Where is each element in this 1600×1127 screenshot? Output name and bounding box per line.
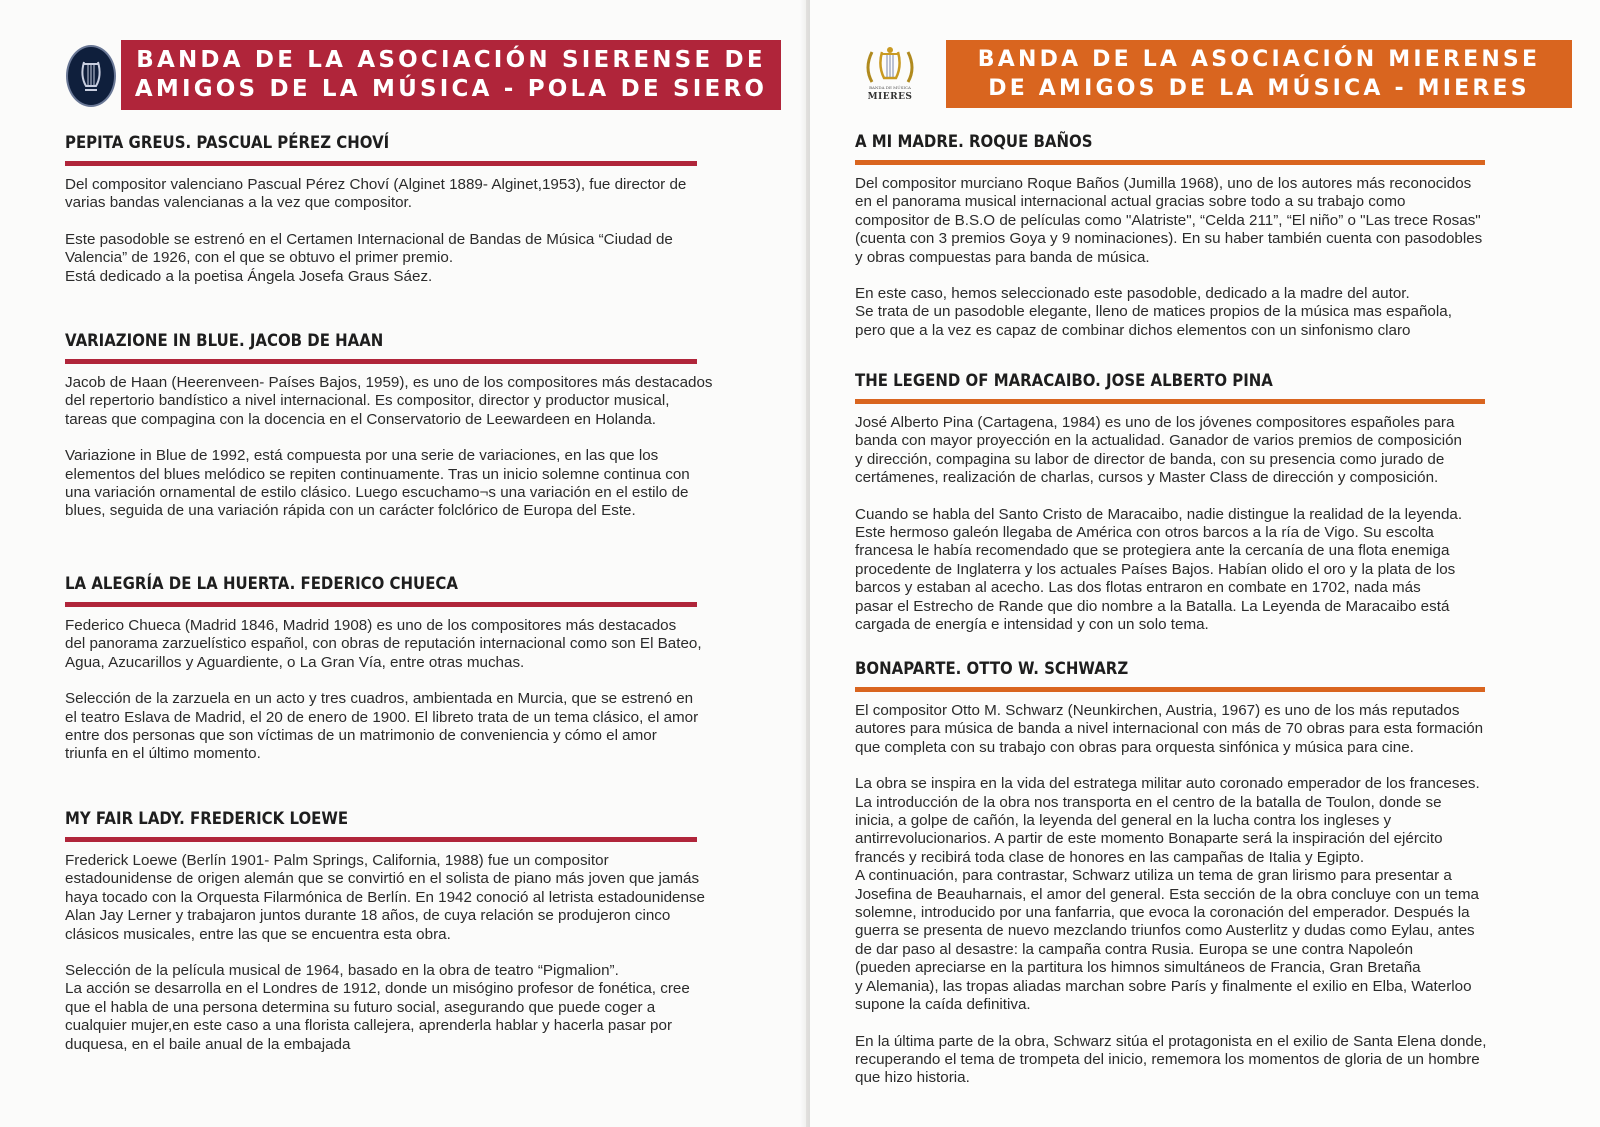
siero-band-header bbox=[121, 40, 781, 110]
paragraph: En la última parte de la obra, Schwarz sitúa el protagonista en el exilio de Santa Elena donde, recuperando el tema de trompeta del inicio, rememora los momentos de gloria de un hombre que hizo historia. bbox=[855, 1032, 1487, 1087]
piece-title: BONAPARTE. OTTO W. SCHWARZ bbox=[855, 659, 1129, 679]
mieres-band-header bbox=[946, 40, 1572, 108]
piece-a-mi-madre bbox=[855, 130, 1590, 340]
piece-title: A MI MADRE. ROQUE BAÑOS bbox=[855, 132, 1093, 152]
paragraph: José Alberto Pina (Cartagena, 1984) es uno de los jóvenes compositores españoles para banda con mayor proyección en la actualidad. Ganador de varios premios de composición y dirección, compagina su labor de director de banda, con su presencia como jurado de certámenes, realización de charlas, cursos y Master Class de dirección y composición. bbox=[855, 414, 1463, 487]
right-page bbox=[810, 0, 1600, 1127]
title-divider bbox=[65, 837, 697, 842]
lyre-emblem-icon bbox=[66, 45, 116, 107]
title-divider bbox=[65, 602, 697, 607]
piece-title: LA ALEGRÍA DE LA HUERTA. FEDERICO CHUECA bbox=[65, 574, 458, 594]
paragraph: El compositor Otto M. Schwarz (Neunkirchen, Austria, 1967) es uno de los más reputados autores para música de banda a nivel internacional con más de 70 obras para esta formación que completa con su trabajo con obras para orquesta sinfónica y música para cine. bbox=[855, 702, 1484, 756]
mieres-band-title: BANDA DE LA ASOCIACIÓN MIERENSE DE AMIGOS DE LA MÚSICA - MIERES bbox=[977, 47, 1541, 101]
paragraph: Selección de la película musical de 1964, basado en la obra de teatro “Pigmalion”. La acción se desarrolla en el Londres de 1912, donde un misógino profesor de fonética, cree que el habla de una persona determina su futuro social, asegurando que puede coger a cualquier mujer,en este caso a una florista callejera, aprenderla hablar y hacerla pasar por duquesa, en el baile anual de la embajada bbox=[65, 962, 690, 1053]
piece-title: THE LEGEND OF MARACAIBO. JOSE ALBERTO PINA bbox=[855, 371, 1273, 391]
paragraph: Variazione in Blue de 1992, está compuesta por una serie de variaciones, en las que los elementos del blues melódico se repiten continuamente. Tras un inicio solemne continua con una variación ornamental de estilo clásico. Luego escuchamo¬s una variación en el estilo de blues, seguida de una variación rápida con un carácter folclórico de Europa del Este. bbox=[65, 447, 690, 520]
title-divider bbox=[65, 161, 697, 166]
paragraph: Del compositor murciano Roque Baños (Jumilla 1968), uno de los autores más reconocidos en el panorama musical internacional actual gracias sobre todo a su trabajo como compositor de B.S.O de películas como "Alatriste", “Celda 211”, “El niño” o "Las trece Rosas" (cuenta con 3 premios Goya y 9 nominaciones). En su haber también cuenta con pasodobles y obras compuestas para banda de música. bbox=[855, 175, 1483, 266]
lyre-laurel-emblem-icon bbox=[858, 44, 922, 106]
piece-pepita-greus bbox=[65, 131, 800, 286]
paragraph: Cuando se habla del Santo Cristo de Maracaibo, nadie distingue la realidad de la leyenda. Este hermoso galeón llegaba de América con otros barcos a la ría de Vigo. Su escolta francesa le había recomendado que se protegiera ante la cercanía de una flota enemiga procedente de Inglaterra y los actuales Países Bajos. Habían olido el oro y la plata de los barcos y estaban al acecho. Las dos flotas entraron en combate en 1702, nada más pasar el Estrecho de Rande que dio nombre a la Batalla. La Leyenda de Maracaibo está cargada de energía e intensidad y con un solo tema. bbox=[855, 505, 1463, 634]
title-divider bbox=[855, 399, 1485, 404]
paragraph: Del compositor valenciano Pascual Pérez Choví (Alginet 1889- Alginet,1953), fue director de varias bandas valencianas a la vez que compositor. bbox=[65, 176, 687, 212]
piece-variazione-in-blue bbox=[65, 329, 800, 521]
paragraph: Frederick Loewe (Berlín 1901- Palm Springs, California, 1988) fue un compositor estadounidense de origen alemán que se convirtió en el solista de piano más joven que jamás haya tocado con la Orquesta Filarmónica de Berlín. En 1942 conoció al letrista estadounidense Alan Jay Lerner y trabajaron juntos durante 18 años, de cuya relación se produjeron cinco clásicos musicales, entre las que se encuentra esta obra. bbox=[65, 852, 705, 943]
piece-description bbox=[855, 175, 1590, 340]
piece-description bbox=[65, 852, 800, 1054]
piece-description bbox=[65, 374, 800, 521]
logo-caption-small: BANDA DE MÚSICA bbox=[869, 85, 911, 90]
title-divider bbox=[65, 359, 697, 364]
title-divider bbox=[855, 160, 1485, 165]
paragraph: En este caso, hemos seleccionado este pasodoble, dedicado a la madre del autor. Se trata de un pasodoble elegante, lleno de matices propios de la música mas española, pero que a la vez es capaz de combinar dichos elementos con un sinfonismo claro bbox=[855, 285, 1452, 339]
piece-title: PEPITA GREUS. PASCUAL PÉREZ CHOVÍ bbox=[65, 133, 390, 153]
piece-description bbox=[855, 702, 1590, 1088]
paragraph: La obra se inspira en la vida del estratega militar auto coronado emperador de los franceses. La introducción de la obra nos transporta en el centro de la batalla de Toulon, donde se inicia, a golpe de cañón, la leyenda del general en la lucha contra los ingleses y antirrevolucionarios. A partir de este momento Bonaparte será la inspiración del ejército francés y recibirá toda clase de honores en las campañas de Italia y Egipto. A continuación, para contrastar, Schwarz utiliza un tema de gran lirismo para presentar a Josefina de Beauharnais, el amor del general. Esta sección de la obra concluye con un tema solemne, introducido por una fanfarria, que evoca la coronación del emperador. Después la guerra se presenta de nuevo mezclando triunfos como Austerlitz y dudas como Eylau, antes de dar paso al desastre: la campaña contra Rusia. Europa se une contra Napoleón (pueden apreciarse en la partitura los himnos simultáneos de Francia, Gran Bretaña y Alemania), las tropas aliadas marchan sobre París y finalmente el exilio en Elba, Waterloo supone la caída definitiva. bbox=[855, 775, 1480, 1014]
piece-description bbox=[65, 176, 800, 286]
piece-my-fair-lady bbox=[65, 807, 800, 1054]
piece-la-alegria-de-la-huerta bbox=[65, 572, 800, 764]
siero-band-title: BANDA DE LA ASOCIACIÓN SIERENSE DE AMIGOS DE LA MÚSICA - POLA DE SIERO bbox=[134, 47, 768, 102]
paragraph: Federico Chueca (Madrid 1846, Madrid 1908) es uno de los compositores más destacados del panorama zarzuelístico español, con obras de reputación internacional como son El Bateo, Agua, Azucarillos y Aguardiente, o La Gran Vía, entre otras muchas. bbox=[65, 617, 702, 671]
title-divider bbox=[855, 687, 1485, 692]
piece-description bbox=[65, 617, 800, 764]
piece-title: MY FAIR LADY. FREDERICK LOEWE bbox=[65, 809, 349, 829]
piece-description bbox=[855, 414, 1590, 634]
paragraph: Este pasodoble se estrenó en el Certamen Internacional de Bandas de Música “Ciudad de Valencia” de 1926, con el que se obtuvo el primer premio. Está dedicado a la poetisa Ángela Josefa Graus Sáez. bbox=[65, 230, 673, 285]
piece-title: VARIAZIONE IN BLUE. JACOB DE HAAN bbox=[65, 331, 384, 351]
piece-bonaparte bbox=[855, 657, 1590, 1088]
piece-the-legend-of-maracaibo bbox=[855, 369, 1590, 634]
logo-caption: MIERES bbox=[867, 92, 913, 102]
paragraph: Selección de la zarzuela en un acto y tres cuadros, ambientada en Murcia, que se estrenó en el teatro Eslava de Madrid, el 20 de enero de 1900. El libreto trata de un tema clásico, el amor entre dos personas que son víctimas de un matrimonio de conveniencia y cómo el amor triunfa en el último momento. bbox=[65, 690, 699, 763]
paragraph: Jacob de Haan (Heerenveen- Países Bajos, 1959), es uno de los compositores más destacados del repertorio bandístico a nivel internacional. Es compositor, director y productor musical, tareas que compagina con la docencia en el Conservatorio de Leewardeen en Holanda. bbox=[65, 374, 713, 428]
